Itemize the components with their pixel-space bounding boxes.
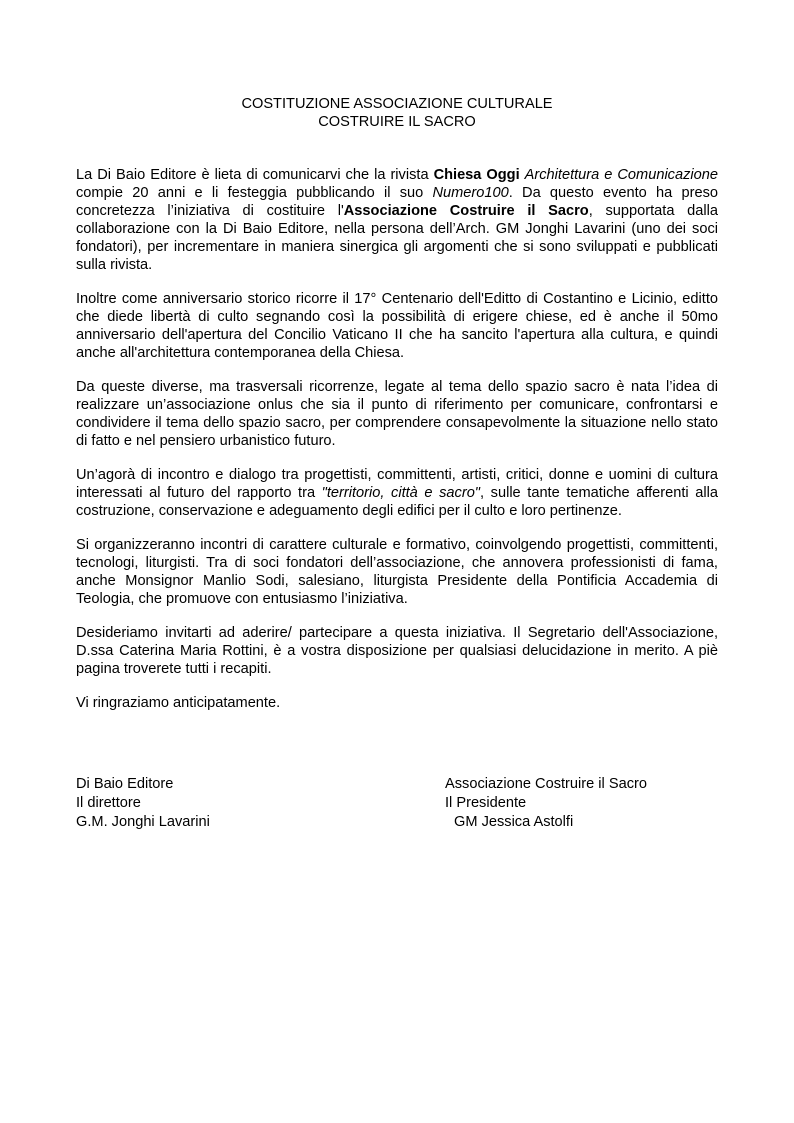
issue-number: Numero100 — [432, 185, 509, 201]
paragraph-anniversary: Inoltre come anniversario storico ricorre il 17° Centenario dell'Editto di Costantino e Licinio, editto che diede libertà di culto segnando così la possibilità di erigere chiese, ed è anche il 50mo anniversario dell'apertura del Concilio Vaticano II che ha sancito l'apertura alla cultura, e quindi anche all'architettura contemporanea della Chiesa. — [76, 291, 718, 361]
association-name: Associazione Costruire il Sacro — [343, 203, 589, 219]
signature-left — [76, 775, 210, 832]
paragraph-idea: Da queste diverse, ma trasversali ricorrenze, legate al tema dello spazio sacro è nata l’idea di realizzare un’associazione onlus che sia il punto di riferimento per comunicare, confrontarsi e condividere il tema dello spazio sacro, per comprendere consapevolmente la situazione nello stato di fatto e nel pensiero urbanistico futuro. — [76, 379, 718, 449]
title-line-2: COSTRUIRE IL SACRO — [318, 114, 476, 130]
agora-quote: "territorio, città e sacro" — [321, 485, 480, 501]
intro-text-5: , supportata dalla collaborazione con la Di Baio Editore, nella persona dell’Arch. GM Jonghi Lavarini (uno dei soci fondatori), per incrementare in maniera sinergica gli argomenti che si sono sviluppati e pubblicati sulla rivista. — [76, 203, 718, 273]
signature-left-name: G.M. Jonghi Lavarini — [76, 814, 210, 830]
document-body — [76, 166, 718, 728]
magazine-name: Chiesa Oggi — [433, 167, 520, 183]
signature-right — [445, 775, 647, 832]
signature-left-org: Di Baio Editore — [76, 776, 174, 792]
intro-text-4: . Da questo evento ha preso concretezza l’iniziativa di costituire l' — [76, 185, 718, 219]
title-line-1: COSTITUZIONE ASSOCIAZIONE CULTURALE — [241, 96, 553, 112]
agora-text-1: Un’agorà di incontro e dialogo tra progettisti, committenti, artisti, critici, donne e uomini di cultura interessati al futuro del rapporto tra — [76, 467, 718, 501]
document-title — [0, 95, 794, 131]
magazine-subtitle: Architettura e Comunicazione — [524, 167, 718, 183]
signature-right-org: Associazione Costruire il Sacro — [445, 776, 647, 792]
paragraph-intro — [76, 166, 718, 274]
paragraph-thanks: Vi ringraziamo anticipatamente. — [76, 695, 281, 711]
signature-right-role: Il Presidente — [445, 795, 527, 811]
intro-text-1: La Di Baio Editore è lieta di comunicarvi che la rivista — [76, 167, 434, 183]
signature-right-name: GM Jessica Astolfi — [454, 814, 574, 830]
signature-left-role: Il direttore — [76, 795, 141, 811]
intro-text-3: compie 20 anni e li festeggia pubblicando il suo — [76, 185, 433, 201]
paragraph-events: Si organizzeranno incontri di carattere culturale e formativo, coinvolgendo progettisti, committenti, tecnologi, liturgisti. Tra di soci fondatori dell’associazione, che annovera professionisti di fama, anche Monsignor Manlio Sodi, salesiano, liturgista Presidente della Pontificia Accademia di Teologia, che promuove con entusiasmo l’iniziativa. — [76, 537, 718, 607]
paragraph-invitation: Desideriamo invitarti ad aderire/ partecipare a questa iniziativa. Il Segretario dell'Associazione, D.ssa Caterina Maria Rottini, è a vostra disposizione per qualsiasi delucidazione in merito. A piè pagina troverete tutti i recapiti. — [76, 625, 718, 677]
paragraph-agora — [76, 466, 718, 520]
agora-text-2: , sulle tante tematiche afferenti alla costruzione, conservazione e adeguamento degli edifici per il culto e loro pertinenze. — [76, 485, 718, 519]
